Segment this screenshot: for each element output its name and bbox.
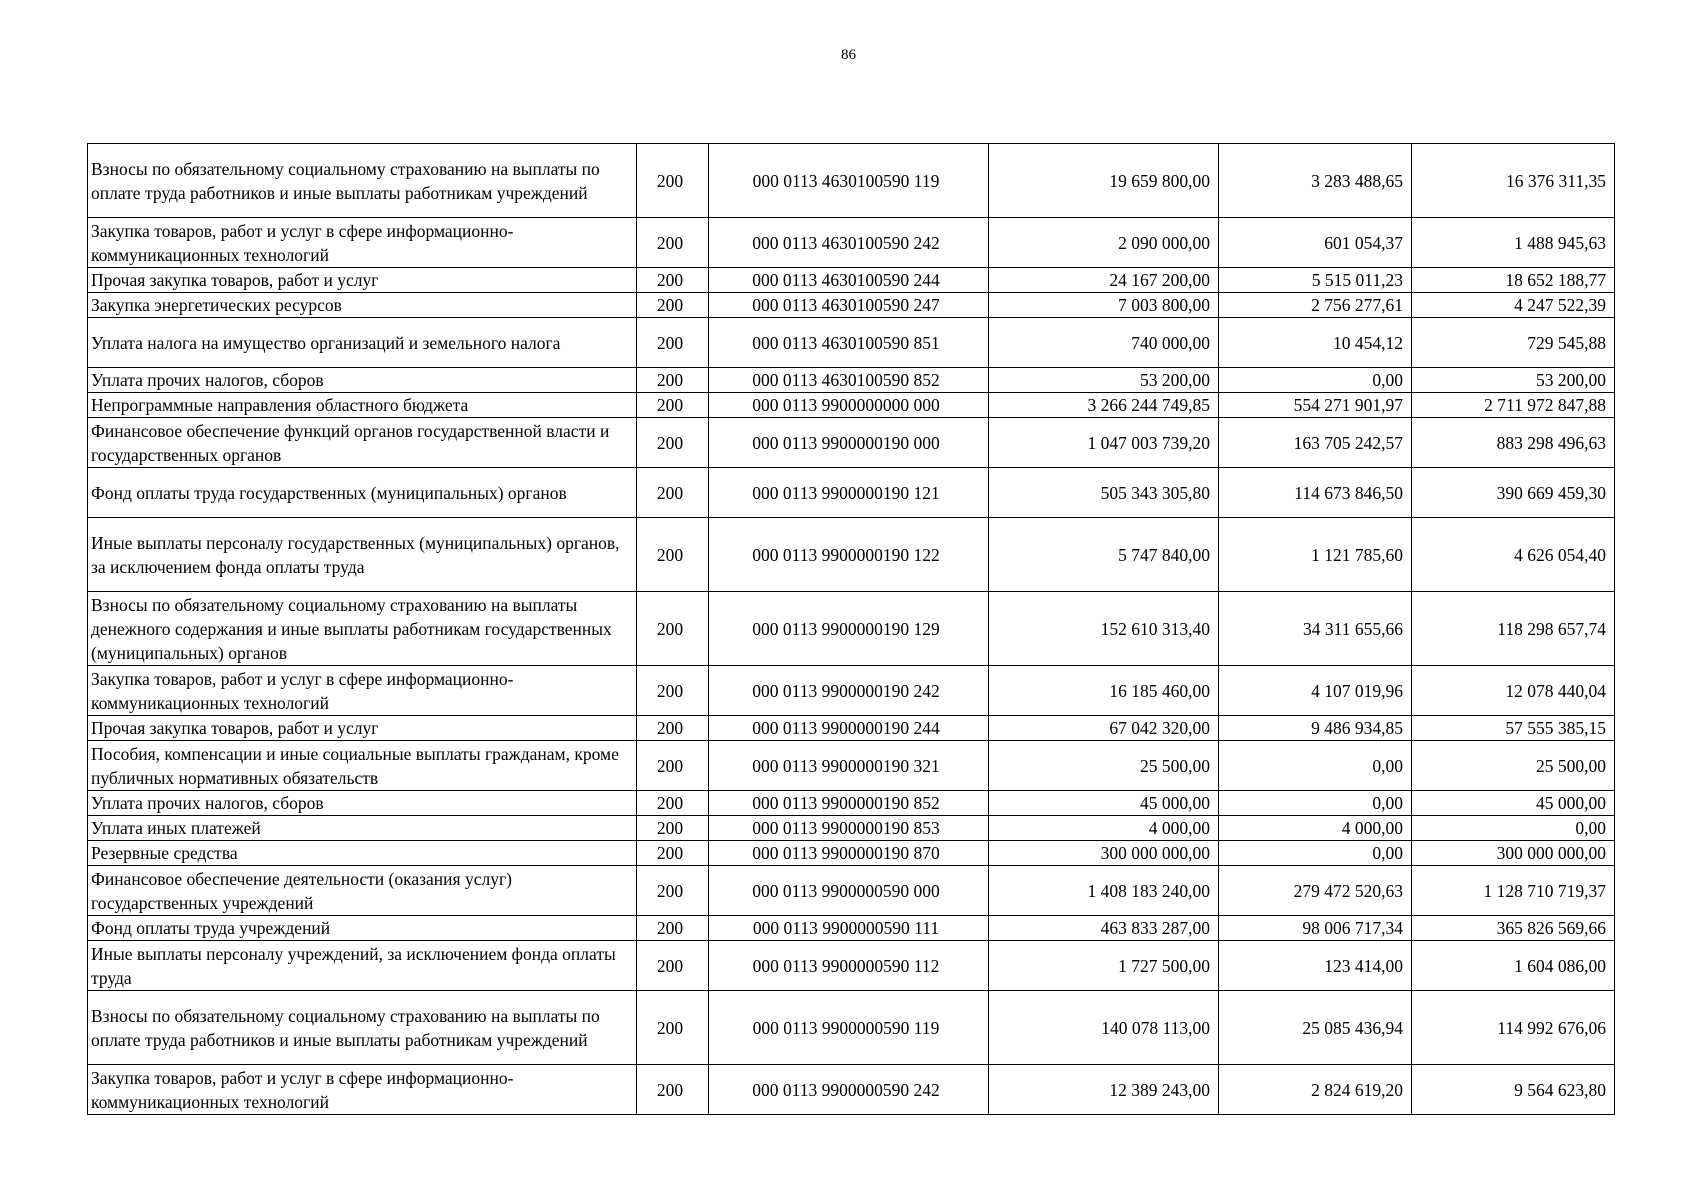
line-code-cell: 200 bbox=[637, 318, 709, 368]
executed-amount-cell: 0,00 bbox=[1219, 841, 1412, 866]
table-row bbox=[88, 293, 1615, 318]
expense-name-cell: Уплата прочих налогов, сборов bbox=[88, 791, 637, 816]
budget-classification-code-cell: 000 0113 4630100590 247 bbox=[709, 293, 989, 318]
expense-name-cell: Прочая закупка товаров, работ и услуг bbox=[88, 268, 637, 293]
line-code-cell: 200 bbox=[637, 218, 709, 268]
budget-classification-code-cell: 000 0113 9900000590 112 bbox=[709, 941, 989, 991]
executed-amount-cell: 163 705 242,57 bbox=[1219, 418, 1412, 468]
executed-amount-cell: 98 006 717,34 bbox=[1219, 916, 1412, 941]
expense-name-cell: Пособия, компенсации и иные социальные выплаты гражданам, кроме публичных нормативных обязательств bbox=[88, 741, 637, 791]
approved-amount-cell: 1 408 183 240,00 bbox=[989, 866, 1219, 916]
expense-name-cell: Взносы по обязательному социальному страхованию на выплаты денежного содержания и иные выплаты работникам государственных (муниципальных) органов bbox=[88, 592, 637, 666]
expense-name-cell: Взносы по обязательному социальному страхованию на выплаты по оплате труда работников и иные выплаты работникам учреждений bbox=[88, 144, 637, 218]
expense-name-cell: Иные выплаты персоналу государственных (муниципальных) органов, за исключением фонда оплаты труда bbox=[88, 518, 637, 592]
budget-classification-code-cell: 000 0113 9900000190 122 bbox=[709, 518, 989, 592]
budget-classification-code-cell: 000 0113 9900000190 000 bbox=[709, 418, 989, 468]
executed-amount-cell: 554 271 901,97 bbox=[1219, 393, 1412, 418]
table-row bbox=[88, 841, 1615, 866]
budget-classification-code-cell: 000 0113 9900000590 242 bbox=[709, 1065, 989, 1115]
expense-name-cell: Резервные средства bbox=[88, 841, 637, 866]
budget-classification-code-cell: 000 0113 4630100590 244 bbox=[709, 268, 989, 293]
approved-amount-cell: 12 389 243,00 bbox=[989, 1065, 1219, 1115]
page-number: 86 bbox=[841, 47, 856, 63]
line-code-cell: 200 bbox=[637, 916, 709, 941]
budget-classification-code-cell: 000 0113 9900000190 121 bbox=[709, 468, 989, 518]
expense-name-cell: Закупка товаров, работ и услуг в сфере информационно-коммуникационных технологий bbox=[88, 218, 637, 268]
approved-amount-cell: 2 090 000,00 bbox=[989, 218, 1219, 268]
line-code-cell: 200 bbox=[637, 368, 709, 393]
expense-name-cell: Уплата прочих налогов, сборов bbox=[88, 368, 637, 393]
executed-amount-cell: 279 472 520,63 bbox=[1219, 866, 1412, 916]
unexecuted-amount-cell: 9 564 623,80 bbox=[1412, 1065, 1615, 1115]
table-row bbox=[88, 916, 1615, 941]
budget-classification-code-cell: 000 0113 9900000590 111 bbox=[709, 916, 989, 941]
executed-amount-cell: 1 121 785,60 bbox=[1219, 518, 1412, 592]
table-row bbox=[88, 218, 1615, 268]
table-row bbox=[88, 666, 1615, 716]
unexecuted-amount-cell: 16 376 311,35 bbox=[1412, 144, 1615, 218]
executed-amount-cell: 34 311 655,66 bbox=[1219, 592, 1412, 666]
line-code-cell: 200 bbox=[637, 866, 709, 916]
executed-amount-cell: 0,00 bbox=[1219, 368, 1412, 393]
line-code-cell: 200 bbox=[637, 1065, 709, 1115]
executed-amount-cell: 4 107 019,96 bbox=[1219, 666, 1412, 716]
expense-name-cell: Иные выплаты персоналу учреждений, за исключением фонда оплаты труда bbox=[88, 941, 637, 991]
unexecuted-amount-cell: 114 992 676,06 bbox=[1412, 991, 1615, 1065]
unexecuted-amount-cell: 4 247 522,39 bbox=[1412, 293, 1615, 318]
budget-classification-code-cell: 000 0113 9900000190 242 bbox=[709, 666, 989, 716]
budget-classification-code-cell: 000 0113 9900000590 000 bbox=[709, 866, 989, 916]
approved-amount-cell: 1 047 003 739,20 bbox=[989, 418, 1219, 468]
executed-amount-cell: 2 756 277,61 bbox=[1219, 293, 1412, 318]
approved-amount-cell: 53 200,00 bbox=[989, 368, 1219, 393]
expense-name-cell: Прочая закупка товаров, работ и услуг bbox=[88, 716, 637, 741]
approved-amount-cell: 152 610 313,40 bbox=[989, 592, 1219, 666]
approved-amount-cell: 505 343 305,80 bbox=[989, 468, 1219, 518]
table-row bbox=[88, 368, 1615, 393]
unexecuted-amount-cell: 57 555 385,15 bbox=[1412, 716, 1615, 741]
budget-classification-code-cell: 000 0113 4630100590 242 bbox=[709, 218, 989, 268]
expense-name-cell: Взносы по обязательному социальному страхованию на выплаты по оплате труда работников и иные выплаты работникам учреждений bbox=[88, 991, 637, 1065]
expense-name-cell: Уплата налога на имущество организаций и земельного налога bbox=[88, 318, 637, 368]
approved-amount-cell: 25 500,00 bbox=[989, 741, 1219, 791]
expense-name-cell: Финансовое обеспечение деятельности (оказания услуг) государственных учреждений bbox=[88, 866, 637, 916]
table-row bbox=[88, 716, 1615, 741]
line-code-cell: 200 bbox=[637, 816, 709, 841]
budget-classification-code-cell: 000 0113 9900000590 119 bbox=[709, 991, 989, 1065]
approved-amount-cell: 300 000 000,00 bbox=[989, 841, 1219, 866]
line-code-cell: 200 bbox=[637, 144, 709, 218]
unexecuted-amount-cell: 12 078 440,04 bbox=[1412, 666, 1615, 716]
expense-name-cell: Закупка товаров, работ и услуг в сфере информационно-коммуникационных технологий bbox=[88, 1065, 637, 1115]
unexecuted-amount-cell: 4 626 054,40 bbox=[1412, 518, 1615, 592]
budget-classification-code-cell: 000 0113 9900000190 852 bbox=[709, 791, 989, 816]
budget-classification-code-cell: 000 0113 9900000000 000 bbox=[709, 393, 989, 418]
executed-amount-cell: 25 085 436,94 bbox=[1219, 991, 1412, 1065]
approved-amount-cell: 4 000,00 bbox=[989, 816, 1219, 841]
budget-classification-code-cell: 000 0113 4630100590 852 bbox=[709, 368, 989, 393]
unexecuted-amount-cell: 1 128 710 719,37 bbox=[1412, 866, 1615, 916]
approved-amount-cell: 67 042 320,00 bbox=[989, 716, 1219, 741]
line-code-cell: 200 bbox=[637, 393, 709, 418]
line-code-cell: 200 bbox=[637, 293, 709, 318]
table-row bbox=[88, 318, 1615, 368]
unexecuted-amount-cell: 2 711 972 847,88 bbox=[1412, 393, 1615, 418]
line-code-cell: 200 bbox=[637, 741, 709, 791]
executed-amount-cell: 0,00 bbox=[1219, 741, 1412, 791]
unexecuted-amount-cell: 1 488 945,63 bbox=[1412, 218, 1615, 268]
executed-amount-cell: 10 454,12 bbox=[1219, 318, 1412, 368]
line-code-cell: 200 bbox=[637, 941, 709, 991]
table-row bbox=[88, 393, 1615, 418]
approved-amount-cell: 19 659 800,00 bbox=[989, 144, 1219, 218]
table-row bbox=[88, 418, 1615, 468]
line-code-cell: 200 bbox=[637, 518, 709, 592]
line-code-cell: 200 bbox=[637, 418, 709, 468]
approved-amount-cell: 16 185 460,00 bbox=[989, 666, 1219, 716]
executed-amount-cell: 4 000,00 bbox=[1219, 816, 1412, 841]
budget-classification-code-cell: 000 0113 9900000190 853 bbox=[709, 816, 989, 841]
budget-classification-code-cell: 000 0113 4630100590 119 bbox=[709, 144, 989, 218]
table-row bbox=[88, 941, 1615, 991]
table-row bbox=[88, 144, 1615, 218]
table-row bbox=[88, 268, 1615, 293]
table-row bbox=[88, 991, 1615, 1065]
expense-name-cell: Фонд оплаты труда государственных (муниципальных) органов bbox=[88, 468, 637, 518]
budget-table-body bbox=[88, 144, 1615, 1115]
approved-amount-cell: 5 747 840,00 bbox=[989, 518, 1219, 592]
line-code-cell: 200 bbox=[637, 468, 709, 518]
budget-classification-code-cell: 000 0113 9900000190 321 bbox=[709, 741, 989, 791]
budget-classification-code-cell: 000 0113 4630100590 851 bbox=[709, 318, 989, 368]
approved-amount-cell: 7 003 800,00 bbox=[989, 293, 1219, 318]
line-code-cell: 200 bbox=[637, 666, 709, 716]
unexecuted-amount-cell: 53 200,00 bbox=[1412, 368, 1615, 393]
table-row bbox=[88, 791, 1615, 816]
unexecuted-amount-cell: 45 000,00 bbox=[1412, 791, 1615, 816]
executed-amount-cell: 9 486 934,85 bbox=[1219, 716, 1412, 741]
line-code-cell: 200 bbox=[637, 268, 709, 293]
approved-amount-cell: 140 078 113,00 bbox=[989, 991, 1219, 1065]
approved-amount-cell: 463 833 287,00 bbox=[989, 916, 1219, 941]
executed-amount-cell: 3 283 488,65 bbox=[1219, 144, 1412, 218]
approved-amount-cell: 740 000,00 bbox=[989, 318, 1219, 368]
budget-classification-code-cell: 000 0113 9900000190 129 bbox=[709, 592, 989, 666]
expense-name-cell: Закупка товаров, работ и услуг в сфере информационно-коммуникационных технологий bbox=[88, 666, 637, 716]
approved-amount-cell: 45 000,00 bbox=[989, 791, 1219, 816]
unexecuted-amount-cell: 1 604 086,00 bbox=[1412, 941, 1615, 991]
unexecuted-amount-cell: 365 826 569,66 bbox=[1412, 916, 1615, 941]
unexecuted-amount-cell: 729 545,88 bbox=[1412, 318, 1615, 368]
table-row bbox=[88, 816, 1615, 841]
table-row bbox=[88, 518, 1615, 592]
expense-name-cell: Финансовое обеспечение функций органов государственной власти и государственных органов bbox=[88, 418, 637, 468]
executed-amount-cell: 0,00 bbox=[1219, 791, 1412, 816]
unexecuted-amount-cell: 300 000 000,00 bbox=[1412, 841, 1615, 866]
expense-name-cell: Закупка энергетических ресурсов bbox=[88, 293, 637, 318]
approved-amount-cell: 1 727 500,00 bbox=[989, 941, 1219, 991]
unexecuted-amount-cell: 118 298 657,74 bbox=[1412, 592, 1615, 666]
budget-classification-code-cell: 000 0113 9900000190 244 bbox=[709, 716, 989, 741]
expense-name-cell: Непрограммные направления областного бюджета bbox=[88, 393, 637, 418]
executed-amount-cell: 5 515 011,23 bbox=[1219, 268, 1412, 293]
budget-classification-code-cell: 000 0113 9900000190 870 bbox=[709, 841, 989, 866]
budget-table bbox=[87, 143, 1615, 1115]
executed-amount-cell: 123 414,00 bbox=[1219, 941, 1412, 991]
table-row bbox=[88, 592, 1615, 666]
unexecuted-amount-cell: 883 298 496,63 bbox=[1412, 418, 1615, 468]
expense-name-cell: Фонд оплаты труда учреждений bbox=[88, 916, 637, 941]
executed-amount-cell: 114 673 846,50 bbox=[1219, 468, 1412, 518]
line-code-cell: 200 bbox=[637, 592, 709, 666]
unexecuted-amount-cell: 18 652 188,77 bbox=[1412, 268, 1615, 293]
table-row bbox=[88, 468, 1615, 518]
approved-amount-cell: 3 266 244 749,85 bbox=[989, 393, 1219, 418]
unexecuted-amount-cell: 390 669 459,30 bbox=[1412, 468, 1615, 518]
approved-amount-cell: 24 167 200,00 bbox=[989, 268, 1219, 293]
unexecuted-amount-cell: 25 500,00 bbox=[1412, 741, 1615, 791]
line-code-cell: 200 bbox=[637, 841, 709, 866]
unexecuted-amount-cell: 0,00 bbox=[1412, 816, 1615, 841]
table-row bbox=[88, 866, 1615, 916]
table-row bbox=[88, 1065, 1615, 1115]
executed-amount-cell: 601 054,37 bbox=[1219, 218, 1412, 268]
line-code-cell: 200 bbox=[637, 791, 709, 816]
table-row bbox=[88, 741, 1615, 791]
line-code-cell: 200 bbox=[637, 991, 709, 1065]
executed-amount-cell: 2 824 619,20 bbox=[1219, 1065, 1412, 1115]
expense-name-cell: Уплата иных платежей bbox=[88, 816, 637, 841]
line-code-cell: 200 bbox=[637, 716, 709, 741]
